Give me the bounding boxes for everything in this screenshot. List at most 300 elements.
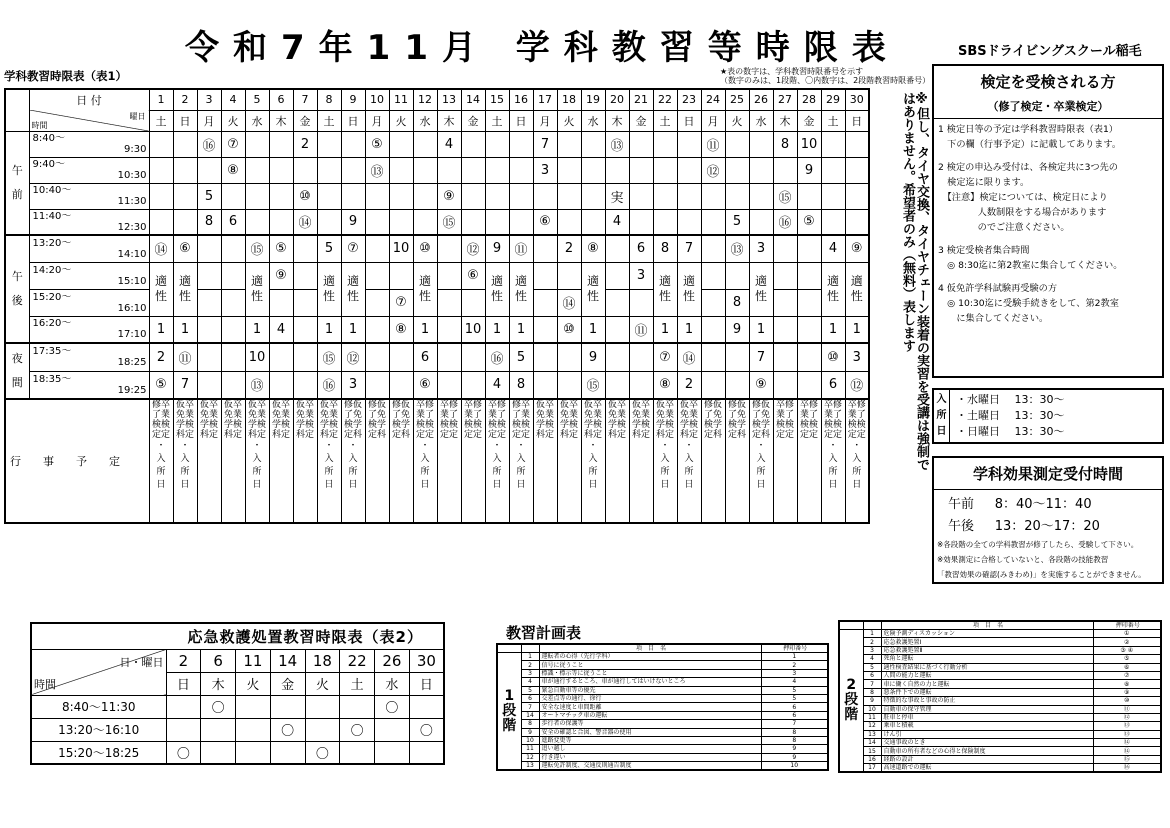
enrollment-mark: ・ 入 所 日 bbox=[156, 441, 166, 490]
period-time bbox=[29, 235, 149, 262]
lesson-cell: 1 bbox=[677, 316, 701, 343]
plan-no: 17 bbox=[863, 764, 881, 773]
t2-day: 18 bbox=[305, 649, 340, 672]
lesson-cell bbox=[773, 343, 797, 371]
plan-no: 5 bbox=[863, 663, 881, 671]
event-text: 卒 業 検 定 bbox=[463, 400, 473, 440]
plan-no: 12 bbox=[863, 722, 881, 730]
lesson-cell bbox=[797, 183, 821, 209]
plan-stamp: 8 bbox=[761, 736, 828, 744]
event-cell-wrap bbox=[510, 400, 533, 440]
plan-stamp: ⑬ bbox=[1093, 730, 1161, 738]
lesson-cell: ⑫ bbox=[341, 343, 365, 371]
plan-item: 乗車と積載 bbox=[881, 722, 1093, 730]
lesson-cell: 1 bbox=[821, 316, 845, 343]
event-cell bbox=[629, 399, 653, 523]
event-cell-wrap bbox=[462, 400, 485, 440]
t2-day: 11 bbox=[236, 649, 271, 672]
lesson-cell bbox=[173, 183, 197, 209]
event-text: 仮 免 学 科 bbox=[175, 400, 185, 440]
plan-row bbox=[839, 638, 1161, 646]
plan-stamp: ⑪ bbox=[1093, 705, 1161, 713]
lesson-cell: 6 bbox=[221, 209, 245, 235]
enrollment-mark: ・ 入 所 日 bbox=[324, 441, 334, 490]
plan-no: 16 bbox=[863, 755, 881, 763]
day-number: 6 bbox=[269, 89, 293, 110]
aptitude-cell: 適 性 bbox=[485, 262, 509, 316]
event-text: 卒 業 検 定 bbox=[823, 400, 833, 440]
day-number: 7 bbox=[293, 89, 317, 110]
table-note-line: （数字のみは、1段階、〇内数字は、2段階教習時限番号） bbox=[720, 76, 931, 85]
lesson-cell bbox=[413, 183, 437, 209]
lesson-cell bbox=[437, 262, 461, 289]
plan-stamp: ⑮ bbox=[1093, 755, 1161, 763]
plan-no: 11 bbox=[521, 745, 539, 753]
exam-info-line bbox=[934, 273, 1162, 281]
t2-mark bbox=[236, 741, 271, 764]
plan-row bbox=[497, 661, 828, 669]
plan-stamp: 4 bbox=[761, 678, 828, 686]
lesson-cell bbox=[485, 157, 509, 183]
event-text: 卒 業 検 定 bbox=[641, 400, 651, 440]
lesson-cell: 6 bbox=[821, 371, 845, 399]
day-number: 29 bbox=[821, 89, 845, 110]
plan-header-blank bbox=[863, 621, 881, 630]
effect-test-row bbox=[934, 490, 1162, 512]
event-text: 卒 業 検 定 bbox=[593, 400, 603, 440]
lesson-cell bbox=[173, 131, 197, 157]
event-cell-wrap bbox=[582, 400, 605, 440]
lesson-cell bbox=[821, 183, 845, 209]
lesson-cell bbox=[173, 157, 197, 183]
lesson-cell bbox=[197, 262, 221, 289]
plan-no: 9 bbox=[521, 728, 539, 736]
aptitude-cell: 適 性 bbox=[581, 262, 605, 316]
lesson-cell bbox=[557, 343, 581, 371]
lesson-cell bbox=[533, 316, 557, 343]
lesson-cell: 10 bbox=[461, 316, 485, 343]
t2-mark bbox=[236, 695, 271, 718]
event-cell-wrap bbox=[438, 400, 461, 440]
lesson-cell bbox=[629, 343, 653, 371]
lesson-cell: ⑮ bbox=[317, 343, 341, 371]
weekday-cell: 日 bbox=[677, 110, 701, 131]
page-title: 令和7年11月 学科教習等時限表 bbox=[185, 28, 900, 68]
lesson-cell bbox=[629, 209, 653, 235]
lesson-cell bbox=[293, 235, 317, 262]
lesson-cell bbox=[821, 157, 845, 183]
lesson-cell: ⑦ bbox=[341, 235, 365, 262]
event-cell bbox=[509, 399, 533, 523]
lesson-cell: ⑩ bbox=[557, 316, 581, 343]
plan-row bbox=[839, 688, 1161, 696]
t2-mark bbox=[270, 695, 305, 718]
lesson-cell bbox=[341, 157, 365, 183]
plan-no: 8 bbox=[521, 720, 539, 728]
event-cell bbox=[725, 399, 749, 523]
lesson-cell bbox=[221, 343, 245, 371]
period-end: 12:30 bbox=[117, 221, 147, 233]
t2-mark bbox=[236, 718, 271, 741]
plan-header-stamp: 押印番号 bbox=[1093, 621, 1161, 630]
school-name: SBSドライビングスクール稲毛 bbox=[958, 44, 1142, 59]
event-cell-wrap bbox=[342, 400, 365, 440]
lesson-cell: ⑮ bbox=[773, 183, 797, 209]
plan-no: 1 bbox=[863, 630, 881, 638]
lesson-cell bbox=[437, 316, 461, 343]
lesson-cell bbox=[245, 209, 269, 235]
weekday-cell: 水 bbox=[749, 110, 773, 131]
day-number: 5 bbox=[245, 89, 269, 110]
t2-weekday: 日 bbox=[166, 672, 201, 695]
period-row bbox=[5, 262, 869, 289]
plan-stamp: ⑦ bbox=[1093, 671, 1161, 679]
first-aid-timetable bbox=[30, 622, 445, 765]
event-cell-wrap bbox=[726, 400, 749, 440]
plan-stage: 2 段 階 bbox=[839, 630, 863, 773]
enrollment-mark: ・ 入 所 日 bbox=[660, 441, 670, 490]
lesson-cell bbox=[461, 371, 485, 399]
plan-item: 車が通行するところ、車が通行してはいけないところ bbox=[539, 678, 761, 686]
event-cell bbox=[437, 399, 461, 523]
lesson-cell: 8 bbox=[197, 209, 221, 235]
plan-stamp: ③ ④ bbox=[1093, 646, 1161, 654]
plan-row bbox=[497, 711, 828, 719]
day-number: 20 bbox=[605, 89, 629, 110]
lesson-cell: 3 bbox=[629, 262, 653, 289]
t2-mark bbox=[340, 741, 375, 764]
event-cell-wrap bbox=[630, 400, 653, 440]
exam-info-box bbox=[932, 64, 1164, 378]
lesson-cell bbox=[437, 343, 461, 371]
lesson-cell bbox=[269, 131, 293, 157]
lesson-cell bbox=[197, 289, 221, 316]
weekday-cell: 火 bbox=[725, 110, 749, 131]
plan-no: 2 bbox=[863, 638, 881, 646]
plan-no: 10 bbox=[521, 736, 539, 744]
event-text: 卒 業 検 定 bbox=[305, 400, 315, 440]
event-text: 修 了 検 定 bbox=[785, 400, 795, 440]
lesson-cell: 7 bbox=[173, 371, 197, 399]
event-text: 仮 免 学 科 bbox=[377, 400, 387, 440]
effect-test-period: 午前 bbox=[948, 497, 975, 512]
lesson-cell bbox=[389, 371, 413, 399]
lesson-cell bbox=[509, 131, 533, 157]
day-number: 17 bbox=[533, 89, 557, 110]
effect-test-row bbox=[934, 512, 1162, 534]
plan-row bbox=[497, 669, 828, 677]
period-row bbox=[5, 209, 869, 235]
plan-label: 教習計画表 bbox=[506, 624, 582, 642]
t2-mark bbox=[375, 718, 410, 741]
enrollment-mark: ・ 入 所 日 bbox=[492, 441, 502, 490]
lesson-cell: ⑯ bbox=[773, 209, 797, 235]
day-number: 26 bbox=[749, 89, 773, 110]
weekday-row bbox=[5, 110, 869, 131]
period-time bbox=[29, 131, 149, 157]
table-note bbox=[720, 67, 930, 85]
plan-stamp: ⑩ bbox=[1093, 697, 1161, 705]
lesson-cell: 4 bbox=[437, 131, 461, 157]
event-cell-wrap bbox=[222, 400, 245, 440]
lesson-cell: ⑪ bbox=[173, 343, 197, 371]
lesson-cell: ⑧ bbox=[581, 235, 605, 262]
header-diagonal bbox=[29, 110, 149, 131]
lesson-cell bbox=[269, 289, 293, 316]
event-cell bbox=[413, 399, 437, 523]
plan-stamp: ⑬ bbox=[1093, 722, 1161, 730]
lesson-cell bbox=[725, 343, 749, 371]
t2-mark bbox=[166, 695, 201, 718]
t2-mark bbox=[409, 741, 444, 764]
lesson-cell: 1 bbox=[509, 316, 533, 343]
event-cell-wrap bbox=[246, 400, 269, 440]
t2-mark: 〇 bbox=[409, 718, 444, 741]
weekday-cell: 月 bbox=[365, 110, 389, 131]
lesson-cell bbox=[269, 343, 293, 371]
period-start: 17:35～ bbox=[32, 346, 72, 358]
lesson-cell: 10 bbox=[797, 131, 821, 157]
event-label: 行事予定 bbox=[5, 399, 149, 523]
day-number: 25 bbox=[725, 89, 749, 110]
event-text: 仮 免 学 科 bbox=[535, 400, 545, 440]
lesson-cell bbox=[461, 131, 485, 157]
lesson-cell bbox=[533, 343, 557, 371]
lesson-cell: 5 bbox=[317, 235, 341, 262]
plan-item: 高速道路での運転 bbox=[881, 764, 1093, 773]
lesson-cell: ⑭ bbox=[557, 289, 581, 316]
lesson-cell: 5 bbox=[509, 343, 533, 371]
lesson-cell bbox=[269, 209, 293, 235]
lesson-cell: 4 bbox=[605, 209, 629, 235]
lesson-cell bbox=[341, 183, 365, 209]
event-text: 修 了 検 定 bbox=[856, 400, 866, 440]
plan-item: 信号に従うこと bbox=[539, 661, 761, 669]
event-text: 修 了 検 定 bbox=[367, 400, 377, 440]
day-number: 2 bbox=[173, 89, 197, 110]
lesson-cell bbox=[485, 131, 509, 157]
weekday-cell: 土 bbox=[149, 110, 173, 131]
event-text: 仮 免 学 科 bbox=[319, 400, 329, 440]
lesson-cell: ⑤ bbox=[797, 209, 821, 235]
plan-row bbox=[839, 747, 1161, 755]
lesson-cell: ⑦ bbox=[653, 343, 677, 371]
enrollment-mark: ・ 入 所 日 bbox=[756, 441, 766, 490]
weekday-cell: 日 bbox=[341, 110, 365, 131]
lesson-cell bbox=[797, 262, 821, 289]
event-text: 修 了 検 定 bbox=[727, 400, 737, 440]
event-cell-wrap bbox=[366, 400, 389, 440]
event-text: 仮 免 学 科 bbox=[583, 400, 593, 440]
effect-test-period: 午後 bbox=[948, 519, 975, 534]
lesson-cell bbox=[605, 235, 629, 262]
event-text: 仮 免 学 科 bbox=[607, 400, 617, 440]
lesson-cell: ⑭ bbox=[293, 209, 317, 235]
event-text: 仮 免 学 科 bbox=[655, 400, 665, 440]
lesson-cell bbox=[485, 183, 509, 209]
lesson-cell bbox=[605, 371, 629, 399]
period-row bbox=[5, 157, 869, 183]
event-text: 卒 業 検 定 bbox=[209, 400, 219, 440]
t2-mark: 〇 bbox=[201, 695, 236, 718]
plan-no: 7 bbox=[521, 703, 539, 711]
lesson-cell bbox=[461, 183, 485, 209]
lesson-cell bbox=[557, 157, 581, 183]
period-start: 18:35～ bbox=[32, 373, 72, 385]
plan-no: 8 bbox=[863, 688, 881, 696]
event-cell-wrap bbox=[150, 400, 173, 440]
period-start: 13:20～ bbox=[32, 237, 72, 249]
lesson-cell: ⑤ bbox=[269, 235, 293, 262]
lesson-cell bbox=[557, 131, 581, 157]
enrollment-day-row: ・土曜日 13：30～ bbox=[956, 409, 1065, 422]
lesson-cell bbox=[149, 209, 173, 235]
effect-test-note: 「教習効果の確認(みきわめ)」を実施することができません。 bbox=[937, 570, 1146, 579]
lesson-cell: 9 bbox=[725, 316, 749, 343]
t2-weekday: 土 bbox=[340, 672, 375, 695]
period-row bbox=[5, 343, 869, 371]
weekday-cell: 月 bbox=[533, 110, 557, 131]
plan-header-row bbox=[497, 644, 828, 653]
aptitude-cell: 適 性 bbox=[413, 262, 437, 316]
exam-info-subtitle: （修了検定・卒業検定） bbox=[934, 98, 1162, 119]
exam-info-line: 2 検定の申込み受付は、各検定共に3つ先の bbox=[938, 162, 1118, 173]
exam-info-line: ◎ 10:30迄に受験手続きをして、第2教室 bbox=[938, 298, 1119, 309]
weekday-cell: 水 bbox=[581, 110, 605, 131]
lesson-cell bbox=[701, 209, 725, 235]
plan-item: 適性検査結果に基づく行動分析 bbox=[881, 663, 1093, 671]
event-text: 修 了 検 定 bbox=[473, 400, 483, 440]
lesson-cell: 4 bbox=[485, 371, 509, 399]
lesson-cell bbox=[389, 157, 413, 183]
lesson-cell bbox=[533, 235, 557, 262]
event-cell bbox=[221, 399, 245, 523]
lesson-cell: 1 bbox=[485, 316, 509, 343]
t2-mark bbox=[409, 695, 444, 718]
lesson-cell bbox=[365, 371, 389, 399]
lesson-cell: ⑪ bbox=[629, 316, 653, 343]
plan-stamp: 7 bbox=[761, 720, 828, 728]
lesson-cell bbox=[701, 343, 725, 371]
event-text: 修 了 検 定 bbox=[703, 400, 713, 440]
event-cell-wrap bbox=[678, 400, 701, 440]
event-text: 修 了 検 定 bbox=[497, 400, 507, 440]
event-text: 修 了 検 定 bbox=[511, 400, 521, 440]
event-cell-wrap bbox=[414, 400, 437, 440]
aptitude-cell: 適 性 bbox=[653, 262, 677, 316]
t2-title: 応急救護処置教習時限表（表2） bbox=[31, 623, 444, 649]
plan-item: オートマチック車の運転 bbox=[539, 711, 761, 719]
effect-test-note: ※効果測定に合格していないと、各段階の技能教習 bbox=[937, 555, 1109, 564]
plan-item: 人間の能力と運転 bbox=[881, 671, 1093, 679]
lesson-cell: 10 bbox=[389, 235, 413, 262]
lesson-cell bbox=[509, 157, 533, 183]
lesson-cell bbox=[293, 157, 317, 183]
event-cell bbox=[197, 399, 221, 523]
event-cell-wrap bbox=[774, 400, 797, 440]
day-number: 22 bbox=[653, 89, 677, 110]
plan-item: 運転者の心得（先行学科） bbox=[539, 653, 761, 661]
lesson-cell bbox=[149, 183, 173, 209]
day-number: 12 bbox=[413, 89, 437, 110]
plan-stamp: ⑯ bbox=[1093, 764, 1161, 773]
lesson-cell bbox=[677, 157, 701, 183]
lesson-cell bbox=[365, 235, 389, 262]
event-text: 卒 業 検 定 bbox=[775, 400, 785, 440]
plan-no: 6 bbox=[863, 671, 881, 679]
lesson-cell: ⑯ bbox=[317, 371, 341, 399]
period-end: 15:10 bbox=[117, 275, 147, 287]
period-time bbox=[29, 371, 149, 399]
event-cell-wrap bbox=[318, 400, 341, 440]
plan-no: 3 bbox=[863, 646, 881, 654]
lesson-cell bbox=[509, 209, 533, 235]
lesson-cell: ⑭ bbox=[149, 235, 173, 262]
period-row bbox=[5, 235, 869, 262]
lesson-cell bbox=[389, 262, 413, 289]
lesson-cell: ⑧ bbox=[653, 371, 677, 399]
day-number: 30 bbox=[845, 89, 869, 110]
event-cell bbox=[173, 399, 197, 523]
day-number: 8 bbox=[317, 89, 341, 110]
event-text: 修 了 検 定 bbox=[425, 400, 435, 440]
weekday-cell: 土 bbox=[821, 110, 845, 131]
event-text: 卒 業 検 定 bbox=[665, 400, 675, 440]
plan-row bbox=[497, 703, 828, 711]
section-label: 夜 間 bbox=[5, 343, 29, 399]
lesson-cell bbox=[773, 371, 797, 399]
lesson-cell bbox=[725, 371, 749, 399]
period-end: 11:30 bbox=[117, 196, 147, 207]
t2-mark bbox=[201, 741, 236, 764]
lesson-cell bbox=[197, 343, 221, 371]
plan-stamp: 2 bbox=[761, 661, 828, 669]
event-cell bbox=[149, 399, 173, 523]
day-number: 19 bbox=[581, 89, 605, 110]
plan-item: 危険予測ディスカッション bbox=[881, 630, 1093, 638]
day-number: 27 bbox=[773, 89, 797, 110]
period-time bbox=[29, 316, 149, 343]
lesson-cell bbox=[749, 157, 773, 183]
weekday-cell: 金 bbox=[293, 110, 317, 131]
event-text: 卒 業 検 定 bbox=[233, 400, 243, 440]
lesson-cell: 5 bbox=[197, 183, 221, 209]
event-cell-wrap bbox=[294, 400, 317, 440]
lesson-cell bbox=[365, 183, 389, 209]
lesson-cell: 8 bbox=[773, 131, 797, 157]
plan-no: 14 bbox=[521, 711, 539, 719]
t2-time-label: 時間 bbox=[34, 677, 56, 691]
enrollment-mark: ・ 入 所 日 bbox=[516, 441, 526, 490]
lesson-cell bbox=[773, 157, 797, 183]
day-number: 11 bbox=[389, 89, 413, 110]
plan-row bbox=[839, 680, 1161, 688]
plan-stamp: ⑧ bbox=[1093, 680, 1161, 688]
plan-row bbox=[497, 736, 828, 744]
lesson-cell bbox=[701, 262, 725, 289]
lesson-cell: 2 bbox=[677, 371, 701, 399]
lesson-cell: ⑧ bbox=[221, 157, 245, 183]
event-cell bbox=[557, 399, 581, 523]
lesson-cell: 実 bbox=[605, 183, 629, 209]
lesson-cell bbox=[773, 289, 797, 316]
plan-stamp: ⑤ bbox=[1093, 655, 1161, 663]
lesson-cell bbox=[317, 131, 341, 157]
t2-mark bbox=[340, 695, 375, 718]
event-text: 修 了 検 定 bbox=[391, 400, 401, 440]
event-cell bbox=[677, 399, 701, 523]
event-text: 卒 業 検 定 bbox=[617, 400, 627, 440]
